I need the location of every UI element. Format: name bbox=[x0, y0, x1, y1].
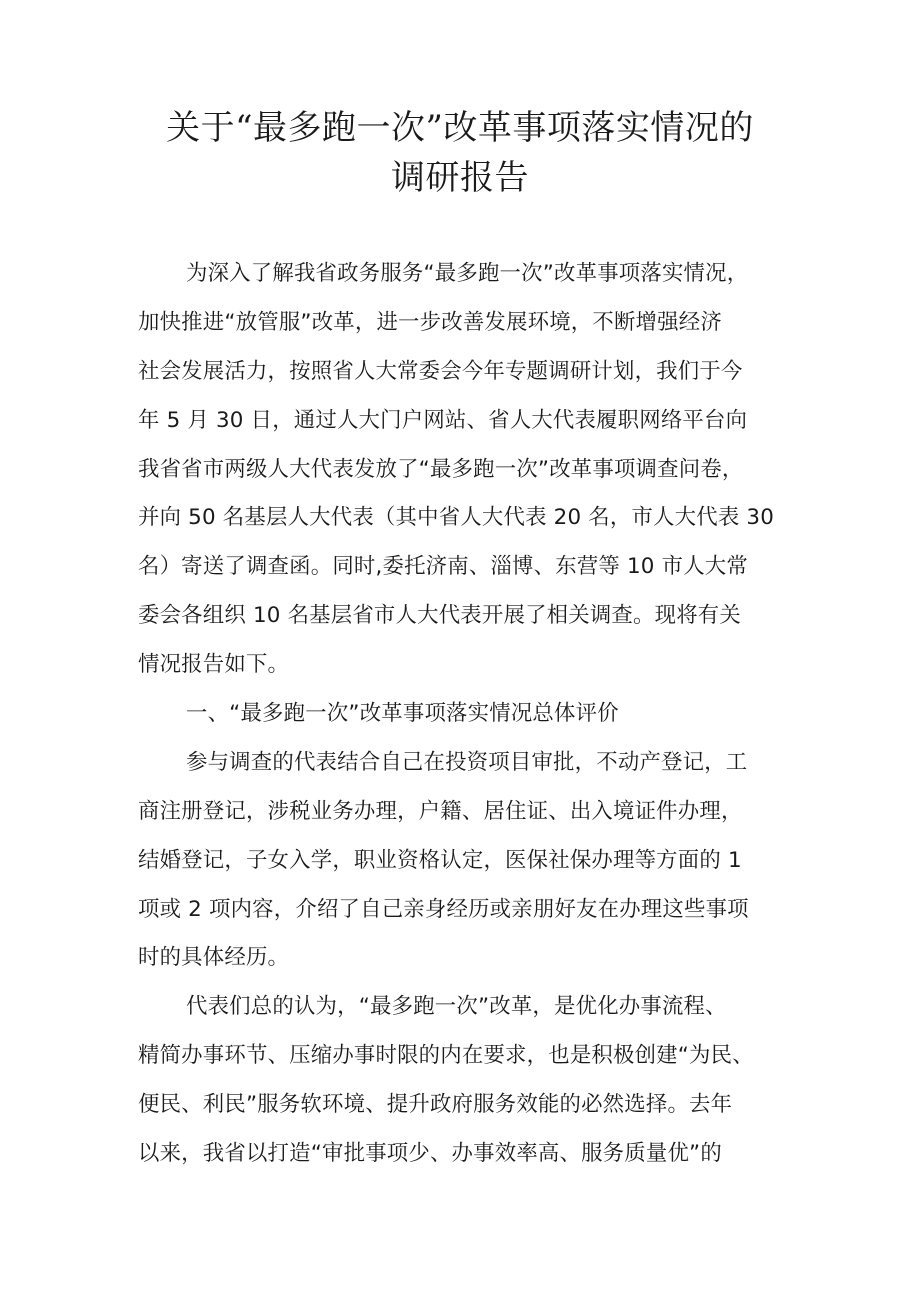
title-line-1: 关于“最多跑一次”改革事项落实情况的 bbox=[166, 108, 754, 148]
paragraph-1-line-6: 并向 50 名基层人大代表（其中省人大代表 20 名，市人大代表 30 bbox=[138, 505, 775, 531]
paragraph-3-line-2: 精简办事环节、压缩办事时限的内在要求，也是积极创建“为民、 bbox=[138, 1043, 754, 1069]
paragraph-2-line-3: 结婚登记，子女入学，职业资格认定，医保社保办理等方面的 1 bbox=[138, 847, 742, 873]
document-body bbox=[138, 250, 786, 1179]
paragraph-1-line-5: 我省省市两级人大代表发放了“最多跑一次”改革事项调查问卷， bbox=[138, 456, 744, 482]
paragraph-1-line-4: 年 5 月 30 日，通过人大门户网站、省人大代表履职网络平台向 bbox=[138, 407, 748, 433]
paragraph-1-line-9: 情况报告如下。 bbox=[138, 652, 290, 678]
paragraph-3-line-4: 以来，我省以打造“审批事项少、办事效率高、服务质量优”的 bbox=[138, 1141, 722, 1167]
paragraph-2-line-1: 参与调查的代表结合自己在投资项目审批，不动产登记，工 bbox=[186, 749, 748, 775]
title-line-2: 调研报告 bbox=[391, 158, 529, 198]
paragraph-1-line-2: 加快推进“放管服”改革，进一步改善发展环境，不断增强经济 bbox=[138, 309, 722, 335]
document-title bbox=[100, 103, 820, 203]
paragraph-1-line-8: 委会各组织 10 名基层省市人大代表开展了相关调查。现将有关 bbox=[138, 603, 741, 629]
paragraph-1-line-3: 社会发展活力，按照省人大常委会今年专题调研计划，我们于今 bbox=[138, 358, 743, 384]
paragraph-1-line-7: 名）寄送了调查函。同时,委托济南、淄博、东营等 10 市人大常 bbox=[138, 554, 748, 580]
section-heading-1: 一、“最多跑一次”改革事项落实情况总体评价 bbox=[186, 701, 619, 727]
paragraph-2-line-4: 项或 2 项内容，介绍了自己亲身经历或亲朋好友在办理这些事项 bbox=[138, 896, 749, 922]
paragraph-1-line-1: 为深入了解我省政务服务“最多跑一次”改革事项落实情况， bbox=[186, 261, 749, 286]
paragraph-2-line-2: 商注册登记，涉税业务办理，户籍、居住证、出入境证件办理， bbox=[138, 798, 743, 824]
paragraph-3-line-3: 便民、利民”服务软环境、提升政府服务效能的必然选择。去年 bbox=[138, 1092, 733, 1118]
paragraph-2-line-5: 时的具体经历。 bbox=[138, 945, 290, 971]
paragraph-3-line-1: 代表们总的认为，“最多跑一次”改革，是优化办事流程、 bbox=[186, 994, 727, 1020]
